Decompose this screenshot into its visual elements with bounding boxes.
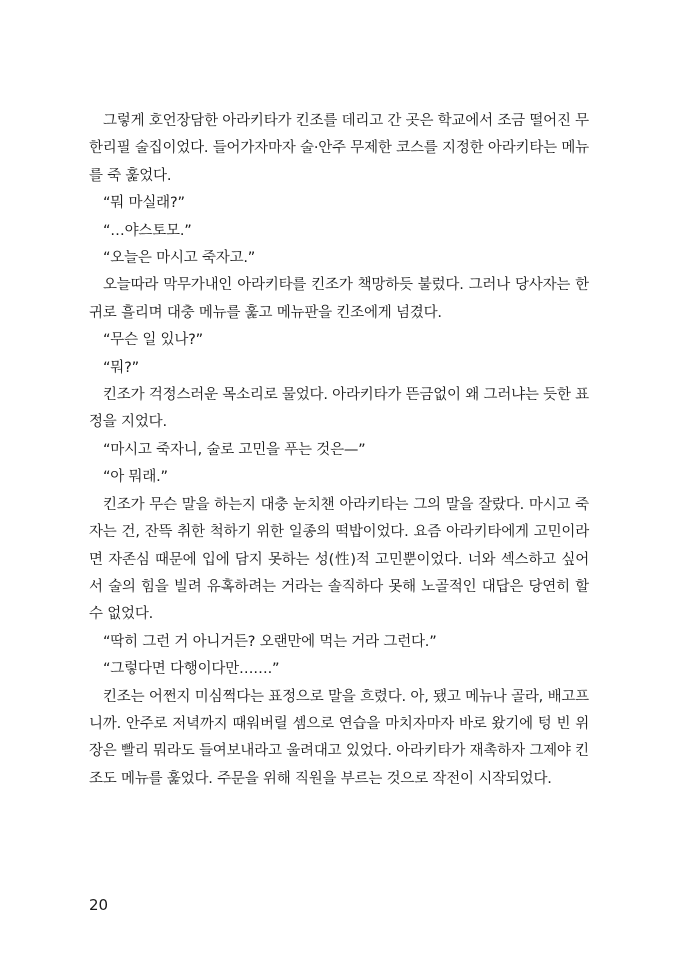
paragraph: 오늘따라 막무가내인 아라키타를 킨조가 책망하듯 불렀다. 그러나 당사자는 한 귀로 흘리며 대충 메뉴를 훑고 메뉴판을 킨조에게 넘겼다. (89, 277, 589, 321)
paragraph: 그렇게 호언장담한 아라키타가 킨조를 데리고 간 곳은 학교에서 조금 떨어진 무한리필 술집이었다. 들어가자마자 술·안주 무제한 코스를 지정한 아라키타는 메뉴를 죽 훑었다. (89, 113, 589, 184)
paragraph: “마시고 죽자니, 술로 고민을 푸는 것은—” (103, 441, 366, 458)
paragraph: 킨조는 어쩐지 미심쩍다는 표정으로 말을 흐렸다. 아, 됐고 메뉴나 골라, 배고프니까. 안주로 저녁까지 때워버릴 셈으로 연습을 마치자마자 바로 왔기에 텅 빈 위장은 빨리 뭐라도 들여보내라고 울려대고 있었다. 아라키타가 재촉하자 그제야 킨조도 메뉴를 훑었다. 주문을 위해 직원을 부르는 것으로 작전이 시작되었다. (89, 688, 589, 787)
paragraph: “딱히 그런 거 아니거든? 오랜만에 먹는 거라 그런다.” (103, 633, 437, 650)
paragraph: “무슨 일 있나?” (103, 332, 203, 349)
paragraph: “그렇다면 다행이다만…….” (103, 661, 280, 678)
paragraph: “뭐 마실래?” (103, 195, 185, 212)
paragraph: 킨조가 걱정스러운 목소리로 물었다. 아라키타가 뜬금없이 왜 그러냐는 듯한 표정을 지었다. (89, 387, 589, 431)
paragraph: “뭐?” (103, 359, 139, 376)
page-number: 20 (89, 896, 109, 914)
paragraph: “오늘은 마시고 죽자고.” (103, 250, 256, 267)
paragraph: “아 뭐래.” (103, 469, 168, 486)
paragraph: 킨조가 무슨 말을 하는지 대충 눈치챈 아라키타는 그의 말을 잘랐다. 마시고 죽자는 건, 잔뜩 취한 척하기 위한 일종의 떡밥이었다. 요즘 아라키타에게 고민이라면 자존심 때문에 입에 담지 못하는 성(性)적 고민뿐이었다. 너와 섹스하고 싶어서 술의 힘을 빌려 유혹하려는 거라는 솔직하다 못해 노골적인 대답은 당연히 할 수 없었다. (89, 496, 589, 623)
body-text (89, 108, 589, 793)
paragraph: “…야스토모.” (103, 222, 192, 239)
